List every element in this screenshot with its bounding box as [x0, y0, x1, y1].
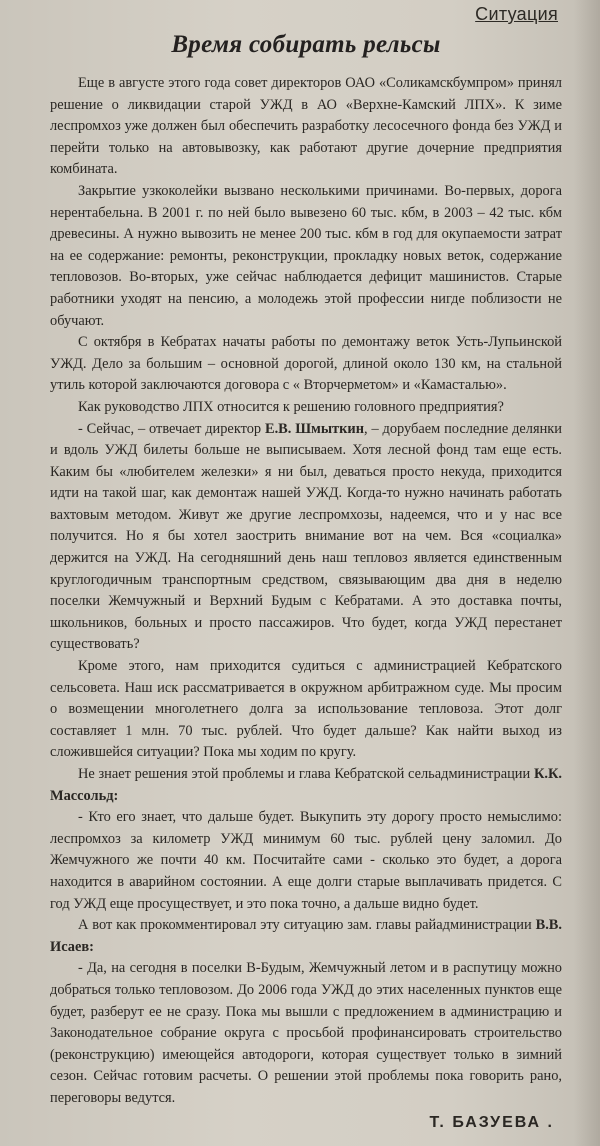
speaker-name-deputy-head: В.В. Исаев: — [50, 917, 562, 955]
intro-text: Не знает решения этой проблемы и глава Кебратской сельадминистрации — [78, 766, 531, 782]
paragraph-8-quote: - Кто его знает, что дальше будет. Выкупить эту дорогу просто немыслимо: леспромхоз за километр УЖД минимум 60 тыс. рублей цену заломил. До Жемчужного же почти 40 км. Посчитайте сами - сколько это будет, а дорога находится в аварийном состоянии. А еще долги старые выплачивать придется. С год УЖД еще просуществует, и это пока точно, а дальше видно будет. — [50, 809, 562, 912]
paragraph-1: Еще в августе этого года совет директоров ОАО «Соликамскбумпром» принял решение о ликвидации старой УЖД в АО «Верхне-Камский ЛПХ». К зиме леспромхоз уже должен был обеспечить разработку лесосечного фонда без УЖД и перейти только на автовывозку, как работают другие дочерние предприятия комбината. — [50, 75, 562, 178]
paragraph-10-quote: - Да, на сегодня в поселки В-Будым, Жемчужный летом и в распутицу можно добраться только тепловозом. До 2006 года УЖД до этих населенных пунктов еще будет, разберут ее не сразу. Пока мы вышли с предложением в администрацию и Законодательное собрание округа с просьбой профинансировать строительство (реконструкцию) имеющейся автодороги, которая существует только в зимний сезон. Сейчас готовим расчеты. О решении этой проблемы пока говорить рано, переговоры ведутся. — [50, 960, 562, 1106]
author-byline: Т. БАЗУЕВА . — [429, 1113, 554, 1131]
section-rubric: Ситуация — [475, 4, 558, 24]
paragraph-7-intro — [50, 764, 562, 807]
quote-lead: - Сейчас, – отвечает директор — [78, 420, 262, 437]
paragraph-4-question: Как руководство ЛПХ относится к решению головного предприятия? — [78, 398, 504, 415]
speaker-name-village-head: К.К. Массольд: — [50, 766, 563, 804]
article-body — [50, 73, 562, 1110]
quote-text: , – дорубаем последние делянки и вдоль УЖД билеты больше не выписываем. Хотя лесной фонд там еще есть. Каким бы «любителем железки» я ни был, деваться просто некуда, приходится идти на такой шаг, как демонтаж нашей УЖД. Когда-то нужно начинать работать вахтовым методом. Живут же другие леспромхозы, надеемся, что и у нас все получится. Но я бы хотел заострить внимание вот на чем. Вся «социалка» держится на УЖД. На сегодняшний день наш тепловоз является единственным круглогодичным транспортным средством, связывающим два дня в неделю поселки Жемчужный и Верхний Будым с Кебратами. А это доставка почты, школьников, больных и просто пассажиров. Что будет, когда УЖД перестанет существовать? — [50, 420, 562, 653]
speaker-name-director: Е.В. Шмыткин — [264, 420, 364, 437]
paragraph-2: Закрытие узкоколейки вызвано несколькими причинами. Во-первых, дорога нерентабельна. В 2001 г. по ней было вывезено 60 тыс. кбм, в 2003 – 42 тыс. кбм древесины. А нужно вывозить не менее 200 тыс. кбм в год для окупаемости затрат на ее содержание: ремонты, реконструкции, прокладку новых веток, содержание тепловозов. Во-вторых, уже сейчас наблюдается дефицит машинистов. Старые работники уходят на пенсию, а молодежь этой профессии нигде поблизости не обучают. — [50, 182, 562, 329]
paragraph-9-intro — [50, 915, 562, 958]
paragraph-6: Кроме этого, нам приходится судиться с администрацией Кебратского сельсовета. Наш иск рассматривается в окружном арбитражном суде. Мы просим о возмещении многолетнего долга за использование тепловоза. Этот долг составляет 1 млн. 70 тыс. рублей. Что будет дальше? Как найти выход из сложившейся ситуации? Пока мы ходим по кругу. — [50, 658, 562, 761]
intro-text: А вот как прокомментировал эту ситуацию зам. главы райадминистрации — [78, 917, 532, 934]
paragraph-5-director-quote — [50, 419, 562, 657]
article-headline: Время собирать рельсы — [171, 31, 441, 58]
paragraph-3: С октября в Кебратах начаты работы по демонтажу веток Усть-Лупьинской УЖД. Дело за большим – основной дорогой, длиной около 130 км, на стальной утиль которой заключаются договора с « Вторчерметом» и «Камасталью». — [50, 334, 562, 394]
